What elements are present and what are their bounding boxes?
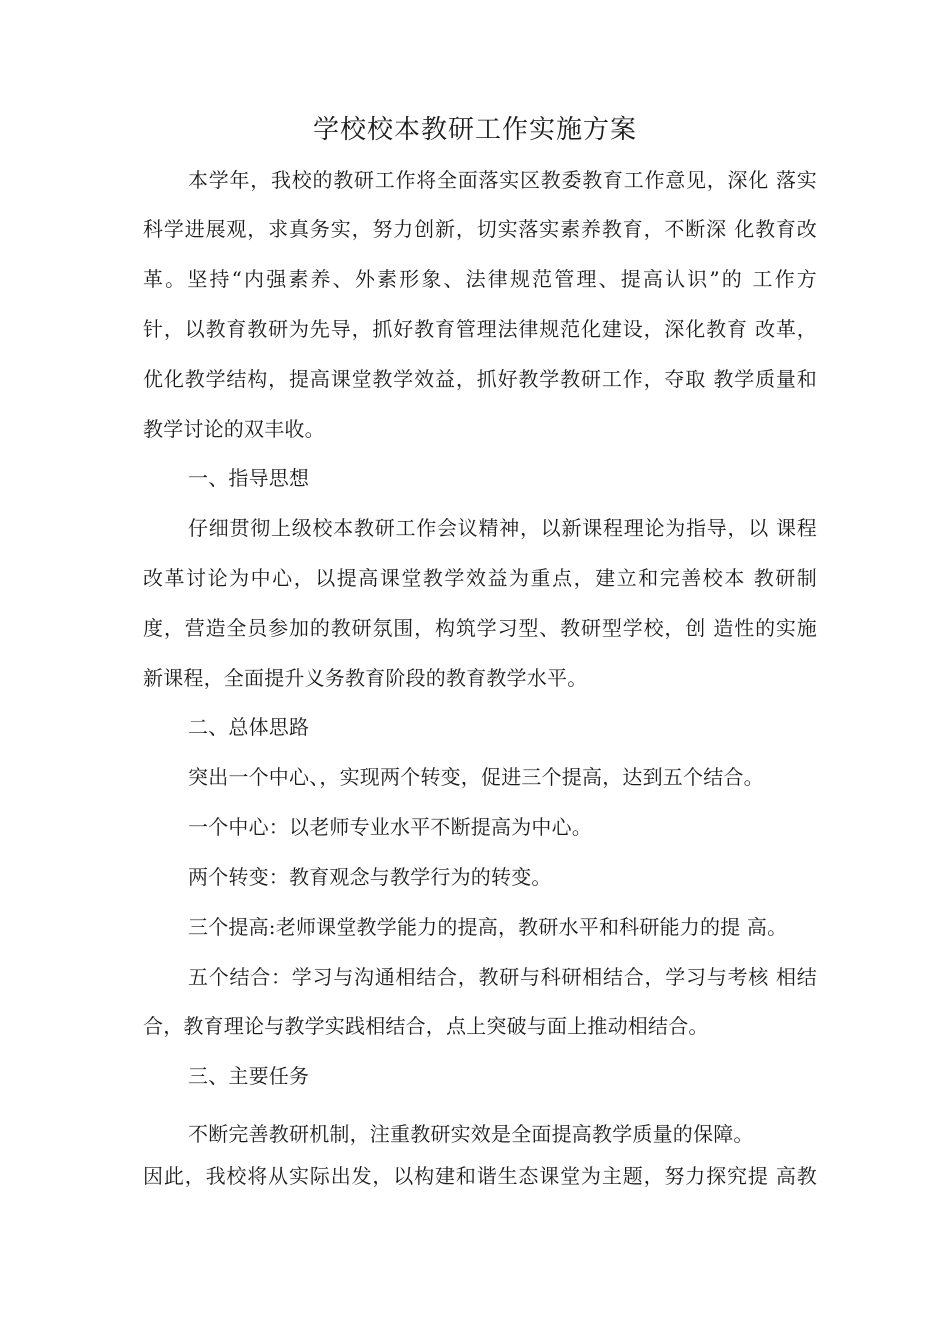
- paragraph-line: 优化教学结构，提高课堂教学效益，抓好教学教研工作，夺取 教学质量和: [143, 367, 817, 391]
- paragraph-line: 因此，我校将从实际出发，以构建和谐生态课堂为主题，努力探究提 高教: [143, 1164, 817, 1188]
- paragraph-line: 两个转变：教育观念与教学行为的转变。: [188, 865, 552, 889]
- paragraph-line: 仔细贯彻上级校本教研工作会议精神，以新课程理论为指导，以 课程: [188, 516, 817, 540]
- section-heading-guiding-ideology: 一、指导思想: [188, 466, 310, 490]
- paragraph-line: 本学年，我校的教研工作将全面落实区教委教育工作意见，深化 落实: [188, 168, 817, 192]
- paragraph-line: 三个提高:老师课堂教学能力的提高，教研水平和科研能力的提 高。: [188, 915, 788, 939]
- paragraph-line: 教学讨论的双丰收。: [143, 417, 325, 441]
- paragraph-line: 改革讨论为中心，以提高课堂教学效益为重点，建立和完善校本 教研制: [143, 566, 817, 590]
- paragraph-line: 科学进展观，求真务实，努力创新，切实落实素养教育，不断深 化教育改: [143, 217, 817, 241]
- paragraph-line: 度，营造全员参加的教研氛围，构筑学习型、教研型学校，创 造性的实施: [143, 616, 817, 640]
- paragraph-line: 五个结合：学习与沟通相结合，教研与科研相结合，学习与考核 相结: [188, 965, 817, 989]
- paragraph-line: 一个中心：以老师专业水平不断提高为中心。: [188, 815, 592, 839]
- section-heading-main-tasks: 三、主要任务: [188, 1064, 310, 1088]
- paragraph-line: 新课程，全面提升义务教育阶段的教育教学水平。: [143, 666, 588, 690]
- paragraph-line: 不断完善教研机制，注重教研实效是全面提高教学质量的保障。: [188, 1122, 754, 1146]
- paragraph-line: 针，以教育教研为先导，抓好教育管理法律规范化建设，深化教育 改革，: [143, 317, 817, 341]
- paragraph-line: 革。坚持“内强素养、外素形象、法律规范管理、提高认识”的 工作方: [143, 267, 817, 291]
- section-heading-overall-approach: 二、总体思路: [188, 715, 310, 739]
- paragraph-line: 突出一个中心、，实现两个转变，促进三个提高，达到五个结合。: [188, 765, 764, 789]
- paragraph-line: 合，教育理论与教学实践相结合，点上突破与面上推动相结合。: [143, 1014, 709, 1038]
- document-title: 学校校本教研工作实施方案: [312, 115, 637, 145]
